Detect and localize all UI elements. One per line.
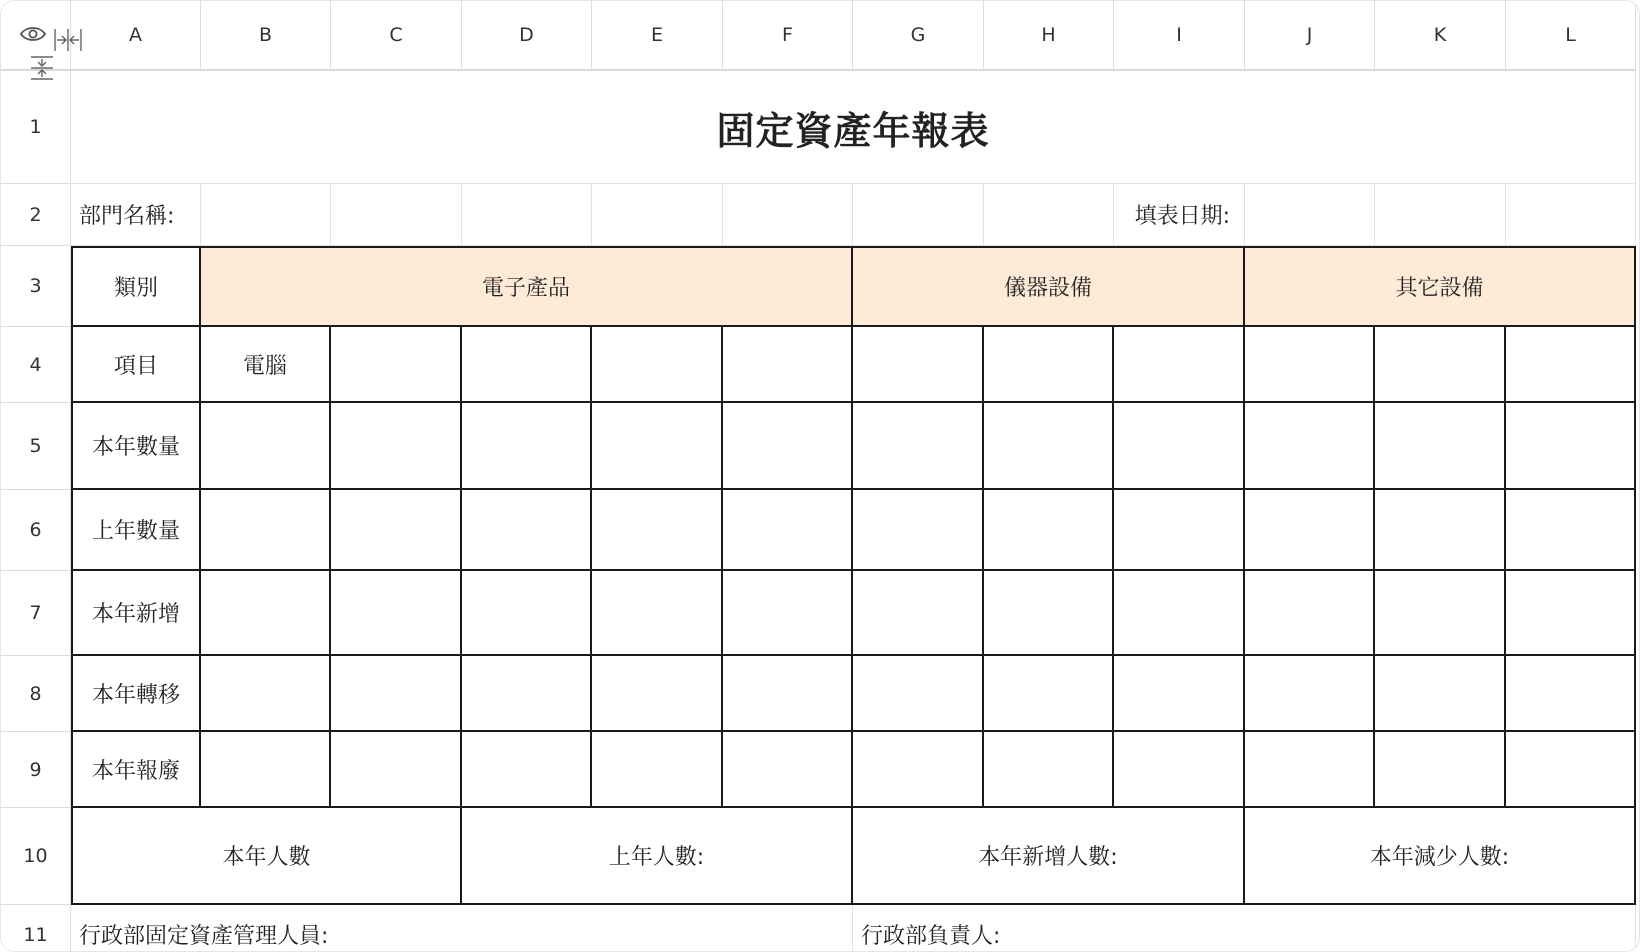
row-header-11[interactable]: 11 [1, 905, 71, 952]
cell-k8[interactable] [1375, 656, 1506, 732]
cell-i5[interactable] [1114, 403, 1245, 490]
cell-l9[interactable] [1506, 732, 1636, 808]
item-computer[interactable]: 電腦 [201, 327, 331, 403]
people-last-year[interactable]: 上年人數: [462, 808, 853, 905]
cell-k5[interactable] [1375, 403, 1506, 490]
row-header-1[interactable]: 1 [1, 71, 71, 184]
cell-e5[interactable] [592, 403, 723, 490]
cell-b9[interactable] [201, 732, 331, 808]
cell-e6[interactable] [592, 490, 723, 571]
cell-b2[interactable] [201, 184, 331, 246]
cell-g8[interactable] [853, 656, 984, 732]
cell-l6[interactable] [1506, 490, 1636, 571]
people-new[interactable]: 本年新增人數: [853, 808, 1245, 905]
cell-c9[interactable] [331, 732, 462, 808]
row-label-8[interactable]: 本年轉移 [71, 656, 201, 732]
corner-cell [1, 1, 71, 71]
cell-e4[interactable] [592, 327, 723, 403]
cell-b8[interactable] [201, 656, 331, 732]
row-header-6[interactable]: 6 [1, 490, 71, 571]
row-header-10[interactable]: 10 [1, 808, 71, 905]
cell-d7[interactable] [462, 571, 592, 656]
column-header-d[interactable]: D [462, 1, 592, 71]
row-header-2[interactable]: 2 [1, 184, 71, 246]
column-header-g[interactable]: G [853, 1, 984, 71]
cell-j8[interactable] [1245, 656, 1375, 732]
cell-k2[interactable] [1375, 184, 1506, 246]
cell-b6[interactable] [201, 490, 331, 571]
cell-b7[interactable] [201, 571, 331, 656]
cell-j6[interactable] [1245, 490, 1375, 571]
cell-h4[interactable] [984, 327, 1114, 403]
column-header-e[interactable]: E [592, 1, 723, 71]
cell-d2[interactable] [462, 184, 592, 246]
cell-l8[interactable] [1506, 656, 1636, 732]
row-header-7[interactable]: 7 [1, 571, 71, 656]
cell-e9[interactable] [592, 732, 723, 808]
column-header-k[interactable]: K [1375, 1, 1506, 71]
cell-j2[interactable] [1245, 184, 1375, 246]
cell-h9[interactable] [984, 732, 1114, 808]
cell-g9[interactable] [853, 732, 984, 808]
collapse-rows-icon[interactable] [29, 55, 55, 81]
cell-l7[interactable] [1506, 571, 1636, 656]
people-this-year[interactable]: 本年人數 [71, 808, 462, 905]
row-header-3[interactable]: 3 [1, 246, 71, 327]
cell-i7[interactable] [1114, 571, 1245, 656]
admin-manager-label[interactable]: 行政部固定資產管理人員: [71, 905, 853, 952]
cell-d6[interactable] [462, 490, 592, 571]
column-header-a[interactable]: A [71, 1, 201, 71]
cell-l5[interactable] [1506, 403, 1636, 490]
column-header-l[interactable]: L [1506, 1, 1636, 71]
column-header-c[interactable]: C [331, 1, 462, 71]
cell-c4[interactable] [331, 327, 462, 403]
cell-g2[interactable] [853, 184, 984, 246]
cell-c7[interactable] [331, 571, 462, 656]
cell-j5[interactable] [1245, 403, 1375, 490]
cell-c8[interactable] [331, 656, 462, 732]
cell-f8[interactable] [723, 656, 853, 732]
column-header-i[interactable]: I [1114, 1, 1245, 71]
cell-j9[interactable] [1245, 732, 1375, 808]
row-label-7[interactable]: 本年新增 [71, 571, 201, 656]
sheet-title[interactable]: 固定資產年報表 [71, 71, 1636, 184]
cell-g6[interactable] [853, 490, 984, 571]
cell-c5[interactable] [331, 403, 462, 490]
cell-k4[interactable] [1375, 327, 1506, 403]
cell-k9[interactable] [1375, 732, 1506, 808]
cell-h5[interactable] [984, 403, 1114, 490]
row-header-9[interactable]: 9 [1, 732, 71, 808]
people-reduced[interactable]: 本年減少人數: [1245, 808, 1636, 905]
cell-f2[interactable] [723, 184, 853, 246]
group-other-equipment[interactable]: 其它設備 [1245, 246, 1636, 327]
cell-i4[interactable] [1114, 327, 1245, 403]
column-header-f[interactable]: F [723, 1, 853, 71]
column-header-b[interactable]: B [201, 1, 331, 71]
group-instruments[interactable]: 儀器設備 [853, 246, 1245, 327]
row-label-9[interactable]: 本年報廢 [71, 732, 201, 808]
cell-e8[interactable] [592, 656, 723, 732]
cell-h6[interactable] [984, 490, 1114, 571]
cell-d4[interactable] [462, 327, 592, 403]
cell-f4[interactable] [723, 327, 853, 403]
cell-j4[interactable] [1245, 327, 1375, 403]
cell-f5[interactable] [723, 403, 853, 490]
cell-j7[interactable] [1245, 571, 1375, 656]
cell-l2[interactable] [1506, 184, 1636, 246]
cell-c6[interactable] [331, 490, 462, 571]
collapse-columns-icon[interactable] [53, 27, 83, 53]
cell-e2[interactable] [592, 184, 723, 246]
row-label-6[interactable]: 上年數量 [71, 490, 201, 571]
cell-f6[interactable] [723, 490, 853, 571]
cell-i6[interactable] [1114, 490, 1245, 571]
column-header-j[interactable]: J [1245, 1, 1375, 71]
column-header-h[interactable]: H [984, 1, 1114, 71]
cell-f7[interactable] [723, 571, 853, 656]
sheet-grid [1, 1, 1636, 952]
category-label[interactable]: 類別 [71, 246, 201, 327]
cell-l4[interactable] [1506, 327, 1636, 403]
row-header-5[interactable]: 5 [1, 403, 71, 490]
row-label-5[interactable]: 本年數量 [71, 403, 201, 490]
admin-head-label[interactable]: 行政部負責人: [853, 905, 1636, 952]
cell-f9[interactable] [723, 732, 853, 808]
cell-g7[interactable] [853, 571, 984, 656]
row-header-4[interactable]: 4 [1, 327, 71, 403]
cell-h7[interactable] [984, 571, 1114, 656]
cell-h2[interactable] [984, 184, 1114, 246]
cell-h8[interactable] [984, 656, 1114, 732]
cell-c2[interactable] [331, 184, 462, 246]
cell-b5[interactable] [201, 403, 331, 490]
group-electronics[interactable]: 電子產品 [201, 246, 853, 327]
cell-g4[interactable] [853, 327, 984, 403]
cell-g5[interactable] [853, 403, 984, 490]
dept-name-label[interactable]: 部門名稱: [71, 184, 201, 246]
eye-icon[interactable] [19, 23, 47, 45]
cell-i8[interactable] [1114, 656, 1245, 732]
cell-k7[interactable] [1375, 571, 1506, 656]
item-label[interactable]: 項目 [71, 327, 201, 403]
cell-d9[interactable] [462, 732, 592, 808]
cell-d8[interactable] [462, 656, 592, 732]
row-header-8[interactable]: 8 [1, 656, 71, 732]
fill-date-label[interactable]: 填表日期: [1114, 184, 1245, 246]
cell-k6[interactable] [1375, 490, 1506, 571]
cell-d5[interactable] [462, 403, 592, 490]
cell-e7[interactable] [592, 571, 723, 656]
cell-i9[interactable] [1114, 732, 1245, 808]
